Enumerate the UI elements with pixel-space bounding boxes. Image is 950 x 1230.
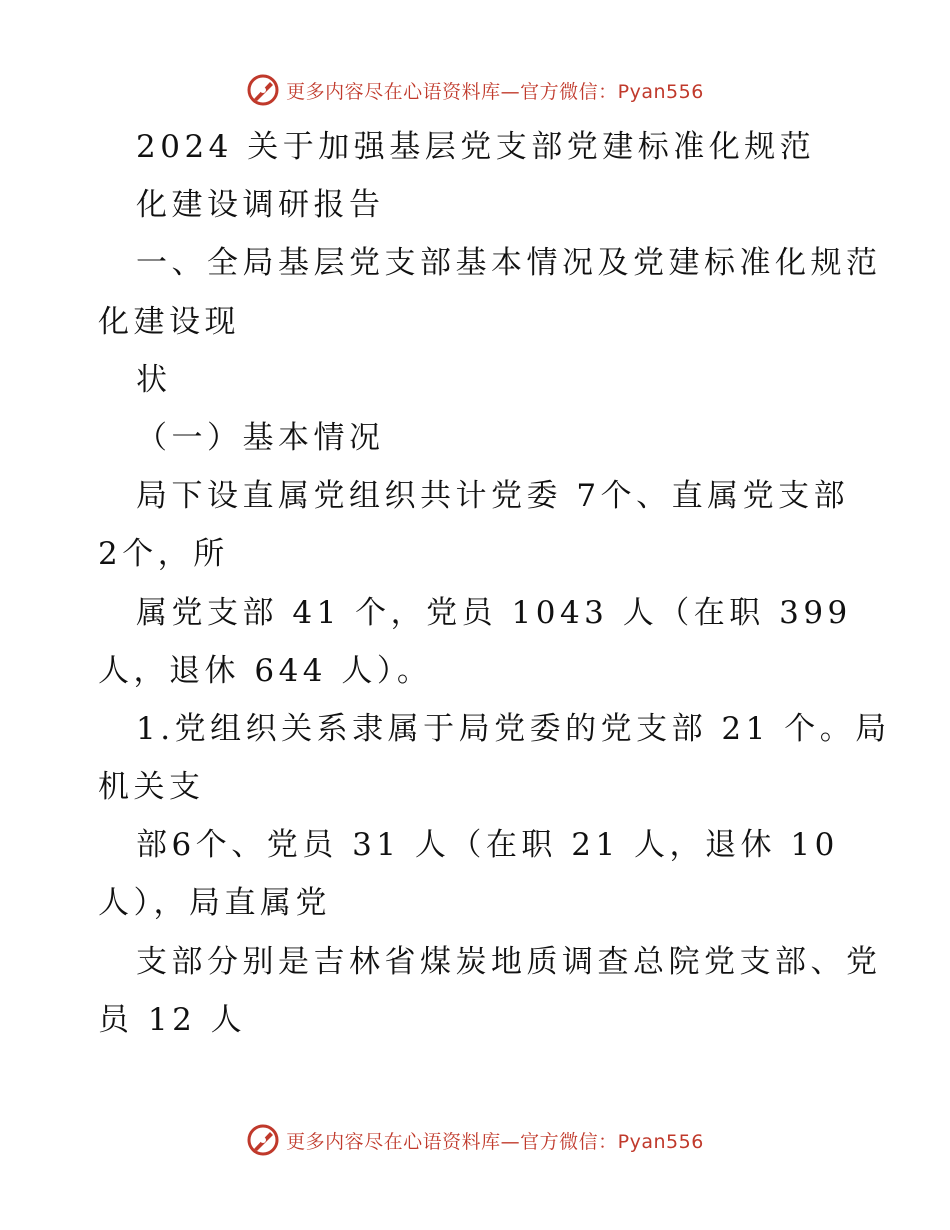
watermark-text: 更多内容尽在心语资料库—官方微信：Pyan556 xyxy=(286,80,704,103)
section-heading-line-1: 一、全局基层党支部基本情况及党建标准化规范 xyxy=(136,245,882,282)
watermark-text: 更多内容尽在心语资料库—官方微信：Pyan556 xyxy=(286,1130,704,1153)
paragraph-line: 员 12 人 xyxy=(98,1001,247,1038)
paragraph-line: 属党支部 41 个，党员 1043 人（在职 399 xyxy=(136,594,852,631)
paragraph-line: 支部分别是吉林省煤炭地质调查总院党支部、党 xyxy=(136,943,882,980)
paragraph-line: 部6个、党员 31 人（在职 21 人，退休 10 xyxy=(136,827,839,864)
paragraph-line: 人），局直属党 xyxy=(98,885,331,922)
paragraph-line: 1.党组织关系隶属于局党委的党支部 21 个。局 xyxy=(136,710,891,747)
subsection-heading: （一）基本情况 xyxy=(136,419,385,456)
watermark-banner-bottom xyxy=(0,1118,950,1162)
doc-title-line-2: 化建设调研报告 xyxy=(136,187,385,224)
document-body xyxy=(98,118,891,1049)
paragraph-line: 机关支 xyxy=(98,769,205,806)
watermark-banner-top xyxy=(0,68,950,112)
pen-logo-icon xyxy=(246,73,280,107)
section-heading-line-3: 状 xyxy=(136,361,172,398)
paragraph-line: 局下设直属党组织共计党委 7个、直属党支部 xyxy=(136,478,850,515)
doc-title-line-1: 2024 关于加强基层党支部党建标准化规范 xyxy=(136,129,816,165)
section-heading-line-2: 化建设现 xyxy=(98,303,240,340)
pen-logo-icon xyxy=(246,1123,280,1157)
paragraph-line: 人，退休 644 人）。 xyxy=(98,652,433,689)
paragraph-line: 2个，所 xyxy=(98,536,229,573)
